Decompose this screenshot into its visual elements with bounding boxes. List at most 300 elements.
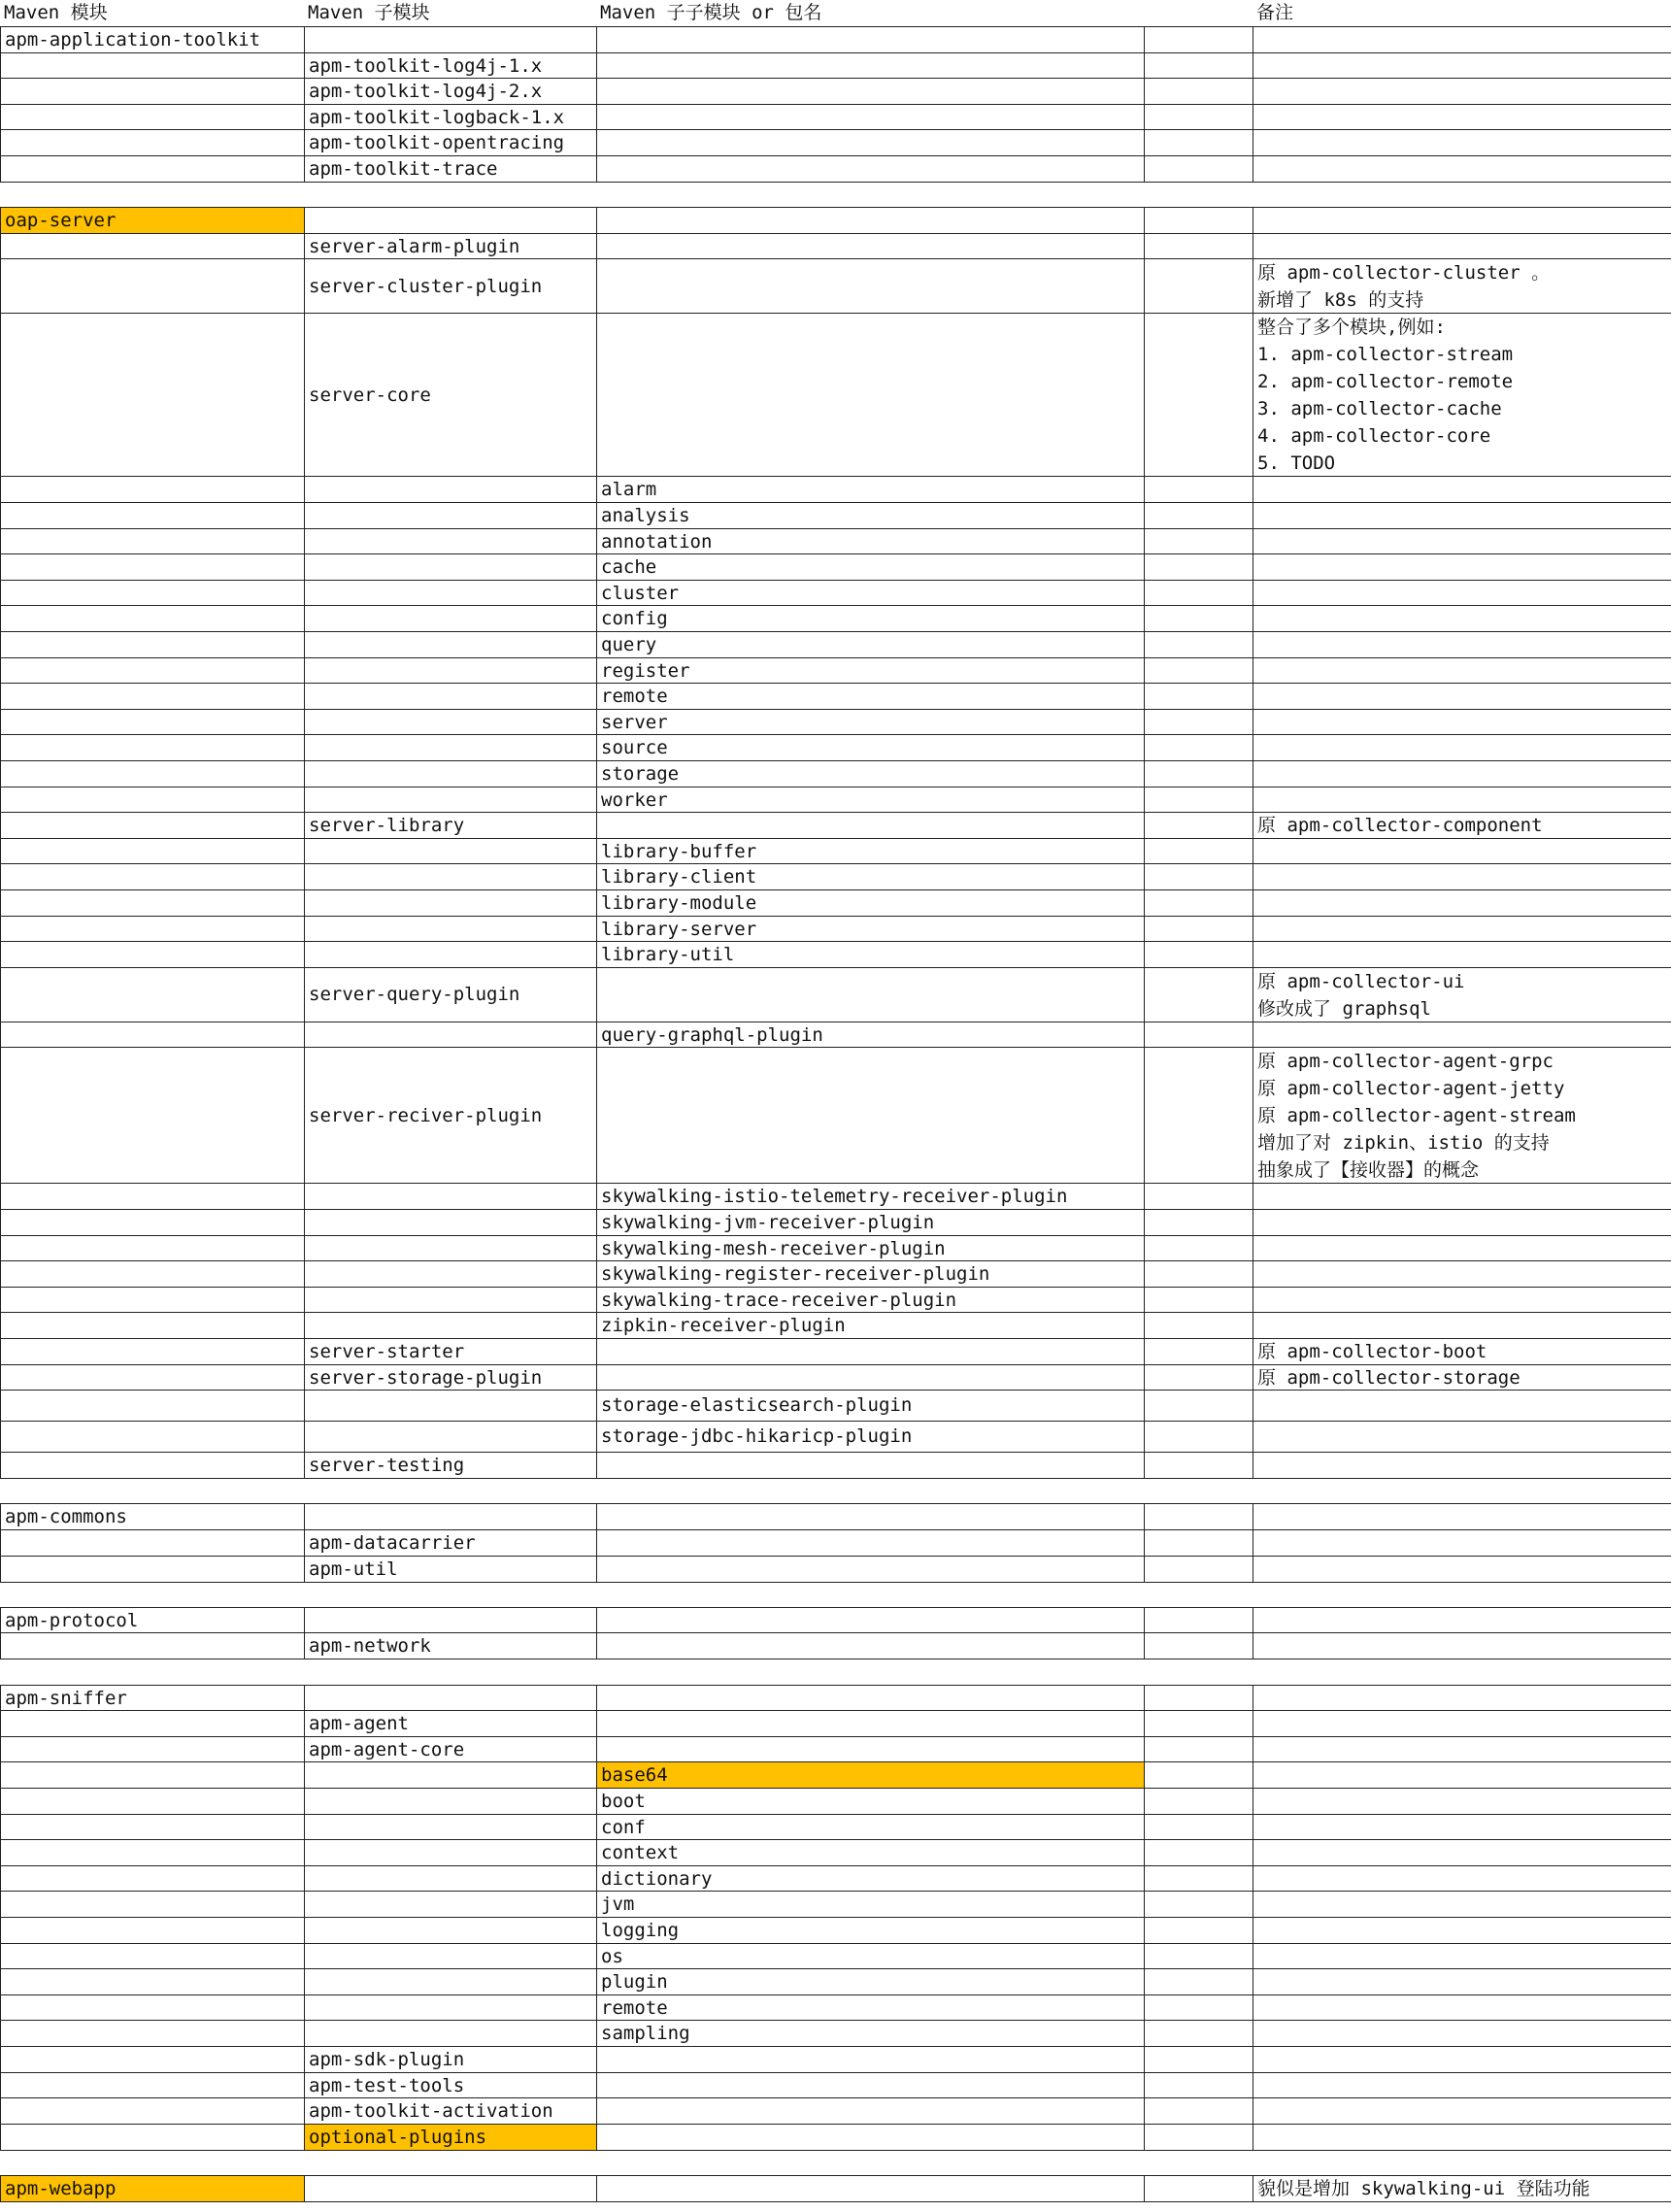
package-cell[interactable]: query-graphql-plugin bbox=[596, 1022, 1146, 1049]
remark-cell[interactable] bbox=[1253, 1390, 1671, 1423]
module-cell[interactable] bbox=[0, 1312, 306, 1339]
module-cell[interactable]: apm-protocol bbox=[0, 1607, 306, 1634]
blank-cell[interactable] bbox=[1144, 1047, 1254, 1185]
remark-cell[interactable] bbox=[1253, 104, 1671, 131]
package-cell[interactable] bbox=[596, 2072, 1146, 2099]
remark-cell[interactable] bbox=[1253, 1312, 1671, 1339]
package-cell[interactable] bbox=[596, 1452, 1146, 1479]
submodule-cell[interactable] bbox=[304, 1390, 598, 1423]
blank-cell[interactable] bbox=[1144, 1338, 1254, 1365]
blank-cell[interactable] bbox=[1144, 1183, 1254, 1210]
package-cell[interactable] bbox=[596, 104, 1146, 131]
submodule-cell[interactable] bbox=[304, 1421, 598, 1454]
remark-cell[interactable] bbox=[1253, 709, 1671, 736]
module-cell[interactable] bbox=[0, 528, 306, 555]
module-cell[interactable] bbox=[0, 1452, 306, 1479]
blank-cell[interactable] bbox=[1144, 129, 1254, 156]
blank-cell[interactable] bbox=[1144, 1788, 1254, 1815]
module-cell[interactable] bbox=[0, 967, 306, 1023]
submodule-cell[interactable]: apm-toolkit-log4j-1.x bbox=[304, 52, 598, 80]
blank-cell[interactable] bbox=[1144, 1312, 1254, 1339]
blank-cell[interactable] bbox=[1144, 502, 1254, 529]
submodule-cell[interactable]: server-library bbox=[304, 812, 598, 839]
submodule-cell[interactable]: apm-sdk-plugin bbox=[304, 2046, 598, 2073]
remark-cell[interactable]: 原 apm-collector-storage bbox=[1253, 1364, 1671, 1391]
module-cell[interactable] bbox=[0, 476, 306, 503]
package-cell[interactable]: os bbox=[596, 1943, 1146, 1970]
package-cell[interactable]: alarm bbox=[596, 476, 1146, 503]
remark-cell[interactable] bbox=[1253, 1865, 1671, 1893]
package-cell[interactable]: plugin bbox=[596, 1968, 1146, 1995]
module-cell[interactable] bbox=[0, 1761, 306, 1789]
module-cell[interactable] bbox=[0, 2097, 306, 2125]
submodule-cell[interactable] bbox=[304, 476, 598, 503]
package-cell[interactable]: jvm bbox=[596, 1891, 1146, 1918]
remark-cell[interactable] bbox=[1253, 1710, 1671, 1737]
package-cell[interactable] bbox=[596, 129, 1146, 156]
remark-cell[interactable] bbox=[1253, 683, 1671, 710]
blank-cell[interactable] bbox=[1144, 52, 1254, 80]
package-cell[interactable] bbox=[596, 1503, 1146, 1530]
blank-cell[interactable] bbox=[1144, 553, 1254, 581]
module-cell[interactable] bbox=[0, 258, 306, 315]
package-cell[interactable]: cluster bbox=[596, 580, 1146, 607]
package-cell[interactable]: storage-jdbc-hikaricp-plugin bbox=[596, 1421, 1146, 1454]
blank-cell[interactable] bbox=[1144, 1891, 1254, 1918]
blank-cell[interactable] bbox=[1144, 78, 1254, 105]
package-cell[interactable]: worker bbox=[596, 787, 1146, 814]
remark-cell[interactable] bbox=[1253, 155, 1671, 183]
module-cell[interactable] bbox=[0, 1022, 306, 1049]
remark-cell[interactable] bbox=[1253, 78, 1671, 105]
package-cell[interactable] bbox=[596, 155, 1146, 183]
blank-cell[interactable] bbox=[1144, 2124, 1254, 2151]
module-cell[interactable] bbox=[0, 812, 306, 839]
package-cell[interactable]: base64 bbox=[596, 1761, 1146, 1789]
package-cell[interactable] bbox=[596, 26, 1146, 53]
remark-cell[interactable] bbox=[1253, 1421, 1671, 1454]
submodule-cell[interactable]: server-storage-plugin bbox=[304, 1364, 598, 1391]
package-cell[interactable]: skywalking-register-receiver-plugin bbox=[596, 1260, 1146, 1288]
module-cell[interactable] bbox=[0, 580, 306, 607]
remark-cell[interactable] bbox=[1253, 889, 1671, 917]
remark-cell[interactable] bbox=[1253, 207, 1671, 234]
submodule-cell[interactable] bbox=[304, 2175, 598, 2202]
blank-cell[interactable] bbox=[1144, 1390, 1254, 1423]
submodule-cell[interactable] bbox=[304, 1235, 598, 1262]
package-cell[interactable]: analysis bbox=[596, 502, 1146, 529]
package-cell[interactable]: library-client bbox=[596, 863, 1146, 890]
remark-cell[interactable] bbox=[1253, 631, 1671, 658]
submodule-cell[interactable] bbox=[304, 580, 598, 607]
blank-cell[interactable] bbox=[1144, 580, 1254, 607]
submodule-cell[interactable]: server-alarm-plugin bbox=[304, 233, 598, 260]
submodule-cell[interactable] bbox=[304, 26, 598, 53]
package-cell[interactable]: logging bbox=[596, 1917, 1146, 1944]
remark-cell[interactable] bbox=[1253, 1022, 1671, 1049]
blank-cell[interactable] bbox=[1144, 1761, 1254, 1789]
blank-cell[interactable] bbox=[1144, 916, 1254, 943]
blank-cell[interactable] bbox=[1144, 1968, 1254, 1995]
blank-cell[interactable] bbox=[1144, 1364, 1254, 1391]
submodule-cell[interactable]: apm-toolkit-logback-1.x bbox=[304, 104, 598, 131]
package-cell[interactable] bbox=[596, 1364, 1146, 1391]
blank-cell[interactable] bbox=[1144, 787, 1254, 814]
remark-cell[interactable] bbox=[1253, 502, 1671, 529]
package-cell[interactable]: sampling bbox=[596, 2020, 1146, 2047]
package-cell[interactable]: zipkin-receiver-plugin bbox=[596, 1312, 1146, 1339]
blank-cell[interactable] bbox=[1144, 1235, 1254, 1262]
blank-cell[interactable] bbox=[1144, 2097, 1254, 2125]
package-cell[interactable]: skywalking-jvm-receiver-plugin bbox=[596, 1209, 1146, 1236]
remark-cell[interactable] bbox=[1253, 1788, 1671, 1815]
blank-cell[interactable] bbox=[1144, 709, 1254, 736]
package-cell[interactable]: conf bbox=[596, 1814, 1146, 1841]
blank-cell[interactable] bbox=[1144, 631, 1254, 658]
package-cell[interactable] bbox=[596, 52, 1146, 80]
blank-cell[interactable] bbox=[1144, 528, 1254, 555]
submodule-cell[interactable] bbox=[304, 1865, 598, 1893]
module-cell[interactable] bbox=[0, 1390, 306, 1423]
module-cell[interactable] bbox=[0, 2020, 306, 2047]
remark-cell[interactable] bbox=[1253, 2124, 1671, 2151]
blank-cell[interactable] bbox=[1144, 1607, 1254, 1634]
remark-cell[interactable] bbox=[1253, 553, 1671, 581]
remark-cell[interactable] bbox=[1253, 1287, 1671, 1314]
blank-cell[interactable] bbox=[1144, 734, 1254, 761]
module-cell[interactable] bbox=[0, 78, 306, 105]
blank-cell[interactable] bbox=[1144, 2020, 1254, 2047]
package-cell[interactable]: cache bbox=[596, 553, 1146, 581]
blank-cell[interactable] bbox=[1144, 2072, 1254, 2099]
submodule-cell[interactable] bbox=[304, 528, 598, 555]
remark-cell[interactable] bbox=[1253, 528, 1671, 555]
submodule-cell[interactable] bbox=[304, 1503, 598, 1530]
submodule-cell[interactable] bbox=[304, 1788, 598, 1815]
package-cell[interactable]: server bbox=[596, 709, 1146, 736]
remark-cell[interactable] bbox=[1253, 1556, 1671, 1583]
package-cell[interactable]: remote bbox=[596, 1994, 1146, 2022]
remark-cell[interactable] bbox=[1253, 2046, 1671, 2073]
submodule-cell[interactable] bbox=[304, 657, 598, 685]
submodule-cell[interactable]: server-query-plugin bbox=[304, 967, 598, 1023]
submodule-cell[interactable]: apm-util bbox=[304, 1556, 598, 1583]
module-cell[interactable] bbox=[0, 2072, 306, 2099]
blank-cell[interactable] bbox=[1144, 1685, 1254, 1712]
module-cell[interactable] bbox=[0, 1287, 306, 1314]
remark-cell[interactable] bbox=[1253, 1260, 1671, 1288]
submodule-cell[interactable] bbox=[304, 207, 598, 234]
module-cell[interactable] bbox=[0, 1364, 306, 1391]
submodule-cell[interactable]: apm-network bbox=[304, 1632, 598, 1659]
submodule-cell[interactable] bbox=[304, 787, 598, 814]
blank-cell[interactable] bbox=[1144, 1943, 1254, 1970]
package-cell[interactable] bbox=[596, 258, 1146, 315]
remark-cell[interactable] bbox=[1253, 580, 1671, 607]
package-cell[interactable]: skywalking-mesh-receiver-plugin bbox=[596, 1235, 1146, 1262]
blank-cell[interactable] bbox=[1144, 1865, 1254, 1893]
remark-cell[interactable] bbox=[1253, 2072, 1671, 2099]
submodule-cell[interactable] bbox=[304, 1607, 598, 1634]
module-cell[interactable] bbox=[0, 1529, 306, 1557]
remark-cell[interactable] bbox=[1253, 313, 1671, 478]
blank-cell[interactable] bbox=[1144, 838, 1254, 865]
submodule-cell[interactable] bbox=[304, 1287, 598, 1314]
blank-cell[interactable] bbox=[1144, 1421, 1254, 1454]
submodule-cell[interactable]: optional-plugins bbox=[304, 2124, 598, 2151]
submodule-cell[interactable] bbox=[304, 709, 598, 736]
module-cell[interactable] bbox=[0, 838, 306, 865]
module-cell[interactable] bbox=[0, 1183, 306, 1210]
blank-cell[interactable] bbox=[1144, 1022, 1254, 1049]
module-cell[interactable] bbox=[0, 889, 306, 917]
package-cell[interactable]: annotation bbox=[596, 528, 1146, 555]
submodule-cell[interactable] bbox=[304, 1685, 598, 1712]
remark-cell[interactable] bbox=[1253, 1452, 1671, 1479]
module-cell[interactable] bbox=[0, 1865, 306, 1893]
blank-cell[interactable] bbox=[1144, 313, 1254, 478]
remark-cell[interactable] bbox=[1253, 1632, 1671, 1659]
module-cell[interactable] bbox=[0, 863, 306, 890]
blank-cell[interactable] bbox=[1144, 26, 1254, 53]
module-cell[interactable] bbox=[0, 155, 306, 183]
module-cell[interactable] bbox=[0, 1260, 306, 1288]
module-cell[interactable] bbox=[0, 787, 306, 814]
blank-cell[interactable] bbox=[1144, 941, 1254, 968]
blank-cell[interactable] bbox=[1144, 1839, 1254, 1866]
module-cell[interactable] bbox=[0, 2046, 306, 2073]
blank-cell[interactable] bbox=[1144, 1556, 1254, 1583]
package-cell[interactable] bbox=[596, 78, 1146, 105]
module-cell[interactable] bbox=[0, 683, 306, 710]
blank-cell[interactable] bbox=[1144, 1209, 1254, 1236]
package-cell[interactable] bbox=[596, 2097, 1146, 2125]
package-cell[interactable]: storage-elasticsearch-plugin bbox=[596, 1390, 1146, 1423]
module-cell[interactable] bbox=[0, 1814, 306, 1841]
module-cell[interactable] bbox=[0, 129, 306, 156]
module-cell[interactable] bbox=[0, 1891, 306, 1918]
submodule-cell[interactable] bbox=[304, 1312, 598, 1339]
module-cell[interactable] bbox=[0, 1736, 306, 1763]
package-cell[interactable]: boot bbox=[596, 1788, 1146, 1815]
remark-cell[interactable] bbox=[1253, 1047, 1671, 1185]
remark-cell[interactable]: 原 apm-collector-component bbox=[1253, 812, 1671, 839]
remark-cell[interactable] bbox=[1253, 1943, 1671, 1970]
remark-cell[interactable] bbox=[1253, 2020, 1671, 2047]
remark-cell[interactable] bbox=[1253, 1839, 1671, 1866]
module-cell[interactable] bbox=[0, 631, 306, 658]
module-cell[interactable] bbox=[0, 760, 306, 788]
package-cell[interactable] bbox=[596, 812, 1146, 839]
remark-cell[interactable] bbox=[1253, 2097, 1671, 2125]
module-cell[interactable] bbox=[0, 1788, 306, 1815]
remark-cell[interactable] bbox=[1253, 1968, 1671, 1995]
module-cell[interactable] bbox=[0, 941, 306, 968]
submodule-cell[interactable] bbox=[304, 889, 598, 917]
submodule-cell[interactable] bbox=[304, 502, 598, 529]
module-cell[interactable] bbox=[0, 916, 306, 943]
blank-cell[interactable] bbox=[1144, 258, 1254, 315]
submodule-cell[interactable]: apm-toolkit-activation bbox=[304, 2097, 598, 2125]
blank-cell[interactable] bbox=[1144, 760, 1254, 788]
blank-cell[interactable] bbox=[1144, 1529, 1254, 1557]
blank-cell[interactable] bbox=[1144, 657, 1254, 685]
module-cell[interactable] bbox=[0, 233, 306, 260]
submodule-cell[interactable] bbox=[304, 2020, 598, 2047]
submodule-cell[interactable] bbox=[304, 941, 598, 968]
module-cell[interactable] bbox=[0, 1235, 306, 1262]
package-cell[interactable] bbox=[596, 1685, 1146, 1712]
remark-cell[interactable] bbox=[1253, 863, 1671, 890]
module-cell[interactable] bbox=[0, 605, 306, 632]
submodule-cell[interactable] bbox=[304, 838, 598, 865]
module-cell[interactable] bbox=[0, 1917, 306, 1944]
package-cell[interactable] bbox=[596, 2046, 1146, 2073]
module-cell[interactable] bbox=[0, 553, 306, 581]
remark-cell[interactable] bbox=[1253, 838, 1671, 865]
blank-cell[interactable] bbox=[1144, 1503, 1254, 1530]
module-cell[interactable]: apm-commons bbox=[0, 1503, 306, 1530]
submodule-cell[interactable] bbox=[304, 631, 598, 658]
remark-cell[interactable] bbox=[1253, 258, 1671, 315]
blank-cell[interactable] bbox=[1144, 1736, 1254, 1763]
remark-cell[interactable] bbox=[1253, 1761, 1671, 1789]
remark-cell[interactable] bbox=[1253, 760, 1671, 788]
blank-cell[interactable] bbox=[1144, 1632, 1254, 1659]
module-cell[interactable] bbox=[0, 104, 306, 131]
module-cell[interactable] bbox=[0, 52, 306, 80]
remark-cell[interactable] bbox=[1253, 1994, 1671, 2022]
package-cell[interactable] bbox=[596, 1632, 1146, 1659]
module-cell[interactable] bbox=[0, 1421, 306, 1454]
module-cell[interactable] bbox=[0, 709, 306, 736]
module-cell[interactable] bbox=[0, 313, 306, 478]
submodule-cell[interactable] bbox=[304, 1260, 598, 1288]
remark-cell[interactable] bbox=[1253, 657, 1671, 685]
submodule-cell[interactable] bbox=[304, 1761, 598, 1789]
remark-cell[interactable] bbox=[1253, 1917, 1671, 1944]
blank-cell[interactable] bbox=[1144, 1452, 1254, 1479]
blank-cell[interactable] bbox=[1144, 155, 1254, 183]
package-cell[interactable] bbox=[596, 1338, 1146, 1365]
package-cell[interactable]: library-buffer bbox=[596, 838, 1146, 865]
submodule-cell[interactable] bbox=[304, 553, 598, 581]
package-cell[interactable]: source bbox=[596, 734, 1146, 761]
submodule-cell[interactable] bbox=[304, 1994, 598, 2022]
blank-cell[interactable] bbox=[1144, 605, 1254, 632]
submodule-cell[interactable] bbox=[304, 1943, 598, 1970]
module-cell[interactable] bbox=[0, 2124, 306, 2151]
remark-cell[interactable] bbox=[1253, 52, 1671, 80]
module-cell[interactable] bbox=[0, 657, 306, 685]
submodule-cell[interactable] bbox=[304, 605, 598, 632]
submodule-cell[interactable] bbox=[304, 1968, 598, 1995]
package-cell[interactable]: remote bbox=[596, 683, 1146, 710]
remark-cell[interactable] bbox=[1253, 1235, 1671, 1262]
remark-cell[interactable] bbox=[1253, 916, 1671, 943]
package-cell[interactable] bbox=[596, 2175, 1146, 2202]
module-cell[interactable]: oap-server bbox=[0, 207, 306, 234]
package-cell[interactable] bbox=[596, 1556, 1146, 1583]
remark-cell[interactable] bbox=[1253, 1814, 1671, 1841]
package-cell[interactable]: query bbox=[596, 631, 1146, 658]
package-cell[interactable] bbox=[596, 233, 1146, 260]
remark-cell[interactable] bbox=[1253, 1736, 1671, 1763]
remark-cell[interactable] bbox=[1253, 787, 1671, 814]
submodule-cell[interactable]: apm-toolkit-opentracing bbox=[304, 129, 598, 156]
package-cell[interactable] bbox=[596, 1607, 1146, 1634]
module-cell[interactable] bbox=[0, 1968, 306, 1995]
package-cell[interactable]: dictionary bbox=[596, 1865, 1146, 1893]
submodule-cell[interactable] bbox=[304, 734, 598, 761]
remark-cell[interactable] bbox=[1253, 605, 1671, 632]
submodule-cell[interactable]: apm-toolkit-trace bbox=[304, 155, 598, 183]
blank-cell[interactable] bbox=[1144, 1917, 1254, 1944]
module-cell[interactable] bbox=[0, 1209, 306, 1236]
package-cell[interactable] bbox=[596, 1047, 1146, 1185]
submodule-cell[interactable]: apm-datacarrier bbox=[304, 1529, 598, 1557]
submodule-cell[interactable]: apm-test-tools bbox=[304, 2072, 598, 2099]
package-cell[interactable]: config bbox=[596, 605, 1146, 632]
remark-cell[interactable] bbox=[1253, 1183, 1671, 1210]
blank-cell[interactable] bbox=[1144, 207, 1254, 234]
submodule-cell[interactable] bbox=[304, 916, 598, 943]
remark-cell[interactable] bbox=[1253, 1891, 1671, 1918]
blank-cell[interactable] bbox=[1144, 104, 1254, 131]
blank-cell[interactable] bbox=[1144, 1994, 1254, 2022]
remark-cell[interactable] bbox=[1253, 1209, 1671, 1236]
submodule-cell[interactable] bbox=[304, 1183, 598, 1210]
package-cell[interactable] bbox=[596, 2124, 1146, 2151]
blank-cell[interactable] bbox=[1144, 683, 1254, 710]
module-cell[interactable] bbox=[0, 1632, 306, 1659]
remark-cell[interactable] bbox=[1253, 734, 1671, 761]
remark-cell[interactable] bbox=[1253, 129, 1671, 156]
submodule-cell[interactable] bbox=[304, 683, 598, 710]
remark-cell[interactable] bbox=[1253, 1529, 1671, 1557]
submodule-cell[interactable] bbox=[304, 863, 598, 890]
submodule-cell[interactable] bbox=[304, 1839, 598, 1866]
blank-cell[interactable] bbox=[1144, 812, 1254, 839]
module-cell[interactable] bbox=[0, 1839, 306, 1866]
module-cell[interactable]: apm-sniffer bbox=[0, 1685, 306, 1712]
submodule-cell[interactable]: server-reciver-plugin bbox=[304, 1047, 598, 1185]
remark-cell[interactable] bbox=[1253, 1607, 1671, 1634]
blank-cell[interactable] bbox=[1144, 2046, 1254, 2073]
package-cell[interactable] bbox=[596, 313, 1146, 478]
blank-cell[interactable] bbox=[1144, 233, 1254, 260]
remark-cell[interactable] bbox=[1253, 233, 1671, 260]
module-cell[interactable] bbox=[0, 734, 306, 761]
blank-cell[interactable] bbox=[1144, 1710, 1254, 1737]
package-cell[interactable] bbox=[596, 1710, 1146, 1737]
remark-cell[interactable]: 原 apm-collector-boot bbox=[1253, 1338, 1671, 1365]
blank-cell[interactable] bbox=[1144, 863, 1254, 890]
submodule-cell[interactable]: server-starter bbox=[304, 1338, 598, 1365]
module-cell[interactable] bbox=[0, 1994, 306, 2022]
submodule-cell[interactable] bbox=[304, 1022, 598, 1049]
module-cell[interactable] bbox=[0, 1710, 306, 1737]
module-cell[interactable] bbox=[0, 1943, 306, 1970]
remark-cell[interactable] bbox=[1253, 1503, 1671, 1530]
package-cell[interactable] bbox=[596, 967, 1146, 1023]
package-cell[interactable] bbox=[596, 1736, 1146, 1763]
submodule-cell[interactable]: apm-toolkit-log4j-2.x bbox=[304, 78, 598, 105]
remark-cell[interactable] bbox=[1253, 26, 1671, 53]
blank-cell[interactable] bbox=[1144, 1260, 1254, 1288]
submodule-cell[interactable]: server-core bbox=[304, 313, 598, 478]
package-cell[interactable]: library-util bbox=[596, 941, 1146, 968]
